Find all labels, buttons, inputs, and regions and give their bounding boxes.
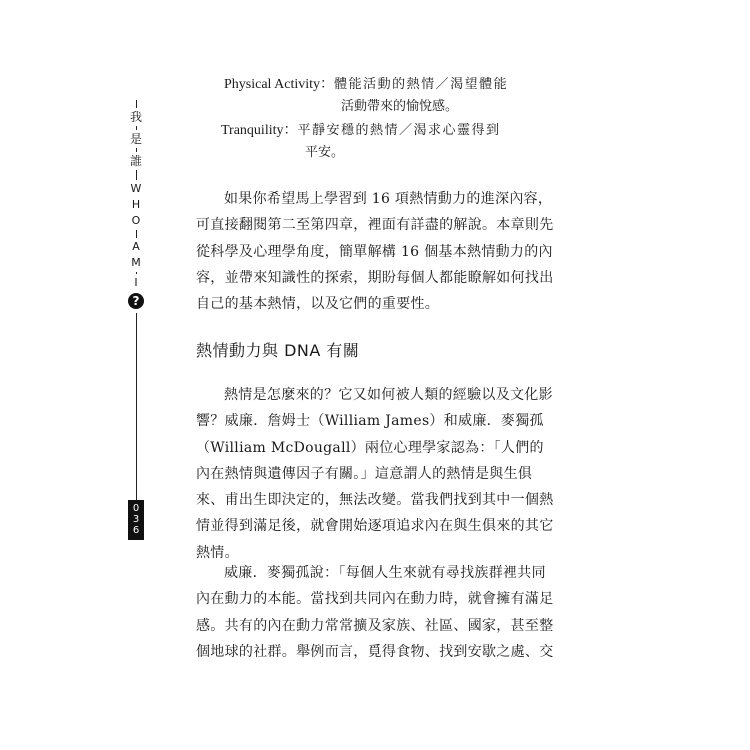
sidebar-title-char: 誰 — [126, 152, 146, 170]
sidebar-letter: I — [126, 274, 146, 292]
body-paragraph: 威廉．麥獨孤說：「每個人生來就有尋找族群裡共同內在動力的本能。當找到共同內在動力時，就會擁有滿足感。共有的內在動力常常擴及家族、社區、國家，甚至整個地球的社群。舉例而言，覓得食物、找到安歇之處、交 — [196, 565, 554, 660]
definition-physical-activity — [224, 74, 508, 96]
definition-desc-continued: 平安。 — [305, 145, 345, 160]
sidebar-letter: A — [126, 238, 146, 256]
definition-desc-continued: 活動帶來的愉悅感。 — [341, 99, 459, 114]
definition-term: Tranquility： — [221, 123, 298, 138]
page-number-digit: 6 — [132, 525, 140, 536]
definition-desc: 平靜安穩的熱情／渴求心靈得到 — [297, 123, 501, 138]
definition-tranquility — [221, 120, 501, 142]
sidebar-title-char: 是 — [126, 130, 146, 148]
definition-term: Physical Activity： — [224, 77, 335, 92]
section-heading: 熱情動力與 DNA 有關 — [196, 341, 360, 360]
page-number-digit: 0 — [132, 503, 140, 514]
sidebar-letter: H — [126, 196, 146, 214]
sidebar-letter: W — [126, 180, 146, 198]
intro-paragraph: 如果你希望馬上學習到 16 項熱情動力的進深內容，可直接翻閱第二至第四章，裡面有詳盡的解說。本章則先從科學及心理學角度，簡單解構 16 個基本熱情動力的內容，並帶來知識性的探索，期盼每個人都能瞭解如何找出自己的基本熱情，以及它們的重要性。 — [196, 191, 554, 313]
sidebar-title-char: 我 — [126, 108, 146, 126]
page-number-digit: 3 — [132, 514, 140, 525]
page-number — [128, 500, 144, 540]
question-mark-icon: ? — [128, 293, 144, 309]
sidebar-letter: O — [126, 212, 146, 230]
sidebar-letter: M — [126, 254, 146, 272]
body-paragraph: 熱情是怎麼來的？它又如何被人類的經驗以及文化影響？威廉．詹姆士（William James）和威廉．麥獨孤（William McDougall）兩位心理學家認為：「人們的內在熱情與遺傳因子有關。」這意謂人的熱情是與生俱來、甫出生即決定的，無法改變。當我們找到其中一個熱情並得到滿足後，就會開始逐項追求內在與生俱來的其它熱情。 — [196, 387, 554, 561]
definition-desc: 體能活動的熱情／渴望體能 — [334, 77, 509, 92]
